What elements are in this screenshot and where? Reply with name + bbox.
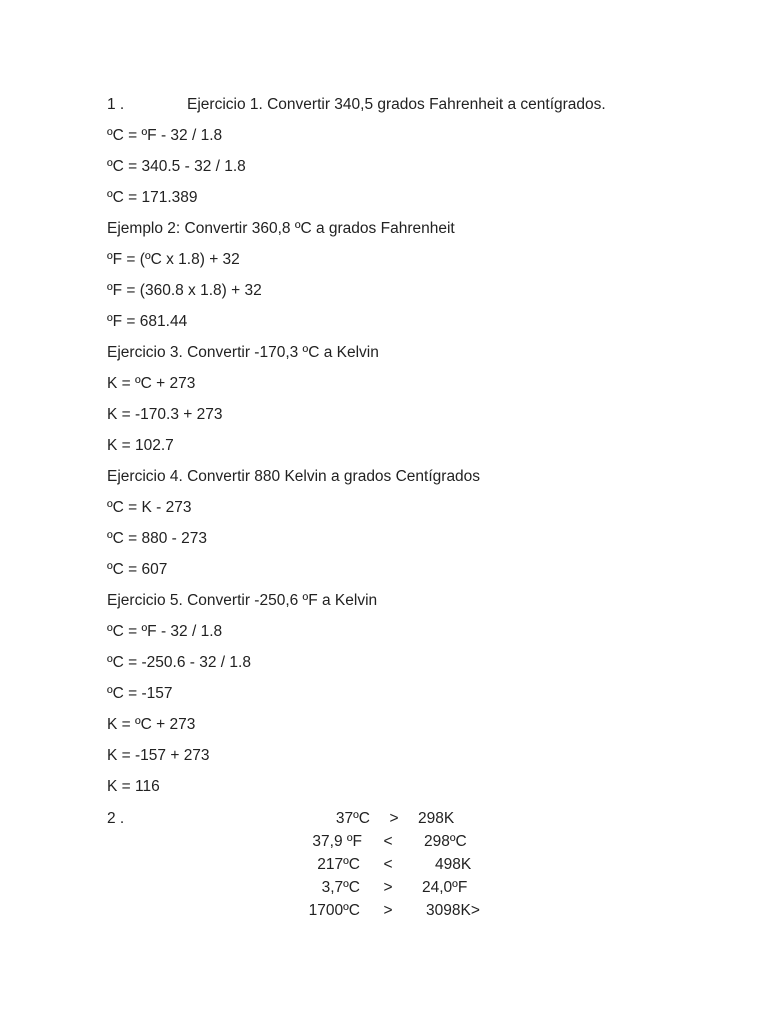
- comparison-left: 1700ºC: [308, 902, 360, 919]
- text-line: Ejemplo 2: Convertir 360,8 ºC a grados Fahrenheit: [107, 220, 455, 237]
- comparison-right: 298K: [418, 810, 455, 827]
- comparison-left: 3,7ºC: [321, 879, 360, 896]
- text-line: K = -170.3 + 273: [107, 406, 223, 423]
- comparison-operator: >: [383, 902, 393, 919]
- text-line: K = ºC + 273: [107, 716, 196, 733]
- text-line: ºC = 171.389: [107, 189, 198, 206]
- text-line: ºC = 880 - 273: [107, 530, 208, 547]
- comparison-left: 217ºC: [317, 856, 360, 873]
- comparison-operator: >: [383, 879, 393, 896]
- text-line: Ejercicio 4. Convertir 880 Kelvin a grados Centígrados: [107, 468, 481, 485]
- text-line: ºF = 681.44: [107, 313, 188, 330]
- comparison-right: 3098K>: [426, 902, 480, 919]
- text-line: K = 116: [107, 778, 160, 795]
- comparison-left: 37ºC: [335, 810, 370, 827]
- text-line: K = -157 + 273: [107, 747, 210, 764]
- comparison-left: 37,9 ºF: [312, 833, 362, 850]
- comparison-right: 24,0ºF: [422, 879, 468, 896]
- question-2-number: 2 .: [107, 810, 125, 827]
- comparison-operator: <: [383, 833, 393, 850]
- text-line: ºF = (360.8 x 1.8) + 32: [107, 282, 262, 299]
- text-line: ºC = 340.5 - 32 / 1.8: [107, 158, 246, 175]
- text-line: ºC = ºF - 32 / 1.8: [107, 127, 223, 144]
- text-line: K = 102.7: [107, 437, 174, 454]
- text-line: ºF = (ºC x 1.8) + 32: [107, 251, 240, 268]
- comparison-operator: >: [389, 810, 399, 827]
- comparison-operator: <: [383, 856, 393, 873]
- text-line: K = ºC + 273: [107, 375, 196, 392]
- comparison-right: 298ºC: [424, 833, 467, 850]
- exercise-1-title: Ejercicio 1. Convertir 340,5 grados Fahrenheit a centígrados.: [187, 96, 606, 113]
- text-line: ºC = -250.6 - 32 / 1.8: [107, 654, 251, 671]
- question-1-number: 1 .: [107, 96, 125, 113]
- text-line: ºC = ºF - 32 / 1.8: [107, 623, 223, 640]
- text-line: ºC = -157: [107, 685, 173, 702]
- text-line: Ejercicio 5. Convertir -250,6 ºF a Kelvin: [107, 592, 378, 609]
- text-line: ºC = 607: [107, 561, 168, 578]
- exercise-1-heading: [107, 95, 606, 115]
- text-line: ºC = K - 273: [107, 499, 192, 516]
- text-line: Ejercicio 3. Convertir -170,3 ºC a Kelvin: [107, 344, 379, 361]
- comparison-right: 498K: [435, 856, 472, 873]
